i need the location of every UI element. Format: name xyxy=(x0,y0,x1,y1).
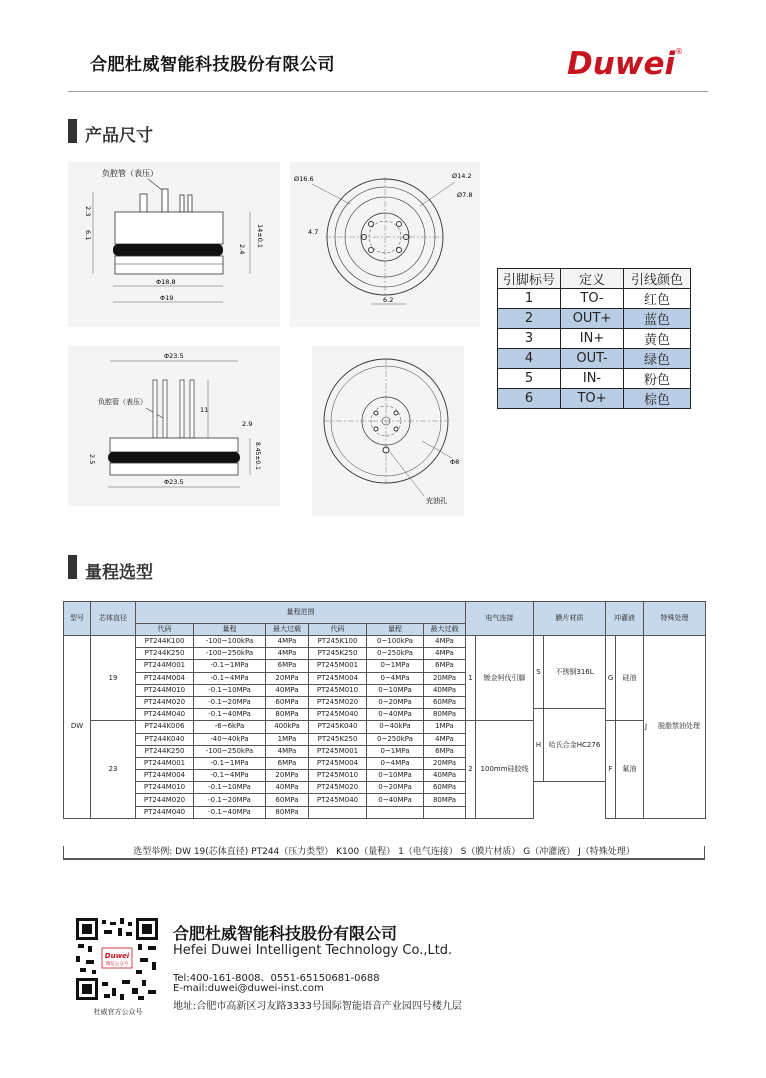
cell-overload: 6MPa xyxy=(266,660,309,672)
pin-row xyxy=(498,309,691,329)
cell-code: PT245M001 xyxy=(309,745,367,757)
cell-overload: 4MPa xyxy=(266,636,309,648)
cell-overload: 40MPa xyxy=(424,684,466,696)
pin-row xyxy=(498,349,691,369)
cell-range: 0~20MPa xyxy=(367,696,424,708)
cell-range: 0~20MPa xyxy=(367,782,424,794)
cell-film-code-h: H xyxy=(534,709,544,782)
pin-definition: OUT+ xyxy=(561,309,624,329)
cell-overload: 6MPa xyxy=(424,745,466,757)
dim-phi-8: Φ8 xyxy=(450,458,460,466)
footer-tel: Tel:400-161-8008、0551-65150681-0688 xyxy=(173,973,380,984)
cell-code: PT245M001 xyxy=(309,660,367,672)
table-bottom-line xyxy=(63,859,705,860)
cell-fill-code-g: G xyxy=(606,636,616,721)
pin-number: 6 xyxy=(498,389,561,409)
cell-elec-2: 100mm硅胶线 xyxy=(476,721,534,819)
cell-range: 0~40kPa xyxy=(367,721,424,733)
cell-range: -0.1~1MPa xyxy=(194,757,266,769)
pin-definition: OUT- xyxy=(561,349,624,369)
section-title-range-selection: 量程选型 xyxy=(85,563,153,583)
cell-overload xyxy=(424,806,466,818)
cell-code: PT245M010 xyxy=(309,684,367,696)
cell-code: PT245M010 xyxy=(309,770,367,782)
cell-code: PT244M010 xyxy=(136,684,194,696)
cell-range: 0~100kPa xyxy=(367,636,424,648)
cell-range: -0.1~1MPa xyxy=(194,660,266,672)
cell-code: PT244M001 xyxy=(136,757,194,769)
cell-range: -6~6kPa xyxy=(194,721,266,733)
pin-number: 3 xyxy=(498,329,561,349)
pin-header-color: 引线颜色 xyxy=(624,269,691,289)
cell-film-s: 不锈钢316L xyxy=(544,636,606,709)
pin-color: 黄色 xyxy=(624,329,691,349)
cell-range: -100~100kPa xyxy=(194,636,266,648)
cell-code: PT244K250 xyxy=(136,745,194,757)
cell-dia-23: 23 xyxy=(91,721,136,819)
section-marker xyxy=(68,119,77,143)
cell-elec-code-2: 2 xyxy=(466,721,476,819)
range-selection-table xyxy=(63,601,706,819)
cell-code: PT244M020 xyxy=(136,696,194,708)
th-overload: 最大过载 xyxy=(266,624,309,636)
cell-code: PT244M004 xyxy=(136,672,194,684)
cell-overload: 4MPa xyxy=(266,745,309,757)
pin-definition: TO+ xyxy=(561,389,624,409)
cell-range: -100~250kPa xyxy=(194,648,266,660)
duwei-logo xyxy=(565,40,685,80)
cell-code: PT244M040 xyxy=(136,709,194,721)
cell-range: 0~250kPa xyxy=(367,648,424,660)
cell-range: -0.1~40MPa xyxy=(194,806,266,818)
cell-range: 0~10MPa xyxy=(367,684,424,696)
pin-row xyxy=(498,329,691,349)
qr-badge: 微信公众号 xyxy=(105,962,129,967)
dim-2-5: 2.5 xyxy=(88,454,96,465)
pin-definition: TO- xyxy=(561,289,624,309)
pin-row xyxy=(498,369,691,389)
cell-film-code-s: S xyxy=(534,636,544,709)
cell-range: -0.1~40MPa xyxy=(194,709,266,721)
cell-code: PT244M010 xyxy=(136,782,194,794)
footer-email: E-mail:duwei@duwei-inst.com xyxy=(173,983,324,994)
section-title-dimensions: 产品尺寸 xyxy=(85,126,153,146)
cell-overload: 4MPa xyxy=(424,648,466,660)
pin-header-definition: 定义 xyxy=(561,269,624,289)
cell-overload: 60MPa xyxy=(266,794,309,806)
label-oil-fill-hole: 充油孔 xyxy=(426,497,447,505)
section-marker xyxy=(68,555,77,579)
cell-range: 0~4MPa xyxy=(367,672,424,684)
cell-code: PT245M004 xyxy=(309,672,367,684)
cell-range: 0~1MPa xyxy=(367,660,424,672)
cell-overload: 4MPa xyxy=(266,648,309,660)
dim-6-2: 6.2 xyxy=(383,296,394,304)
cell-code: PT245M040 xyxy=(309,709,367,721)
cell-overload: 6MPa xyxy=(424,660,466,672)
cell-fill-code-f: F xyxy=(606,721,616,819)
company-name: 合肥杜威智能科技股份有限公司 xyxy=(90,55,335,75)
pin-definition-table xyxy=(497,268,691,409)
cell-range: 0~1MPa xyxy=(367,745,424,757)
dim-2-3: 2.3 xyxy=(84,206,92,217)
drawing-side-view-19 xyxy=(68,162,280,327)
pin-color: 粉色 xyxy=(624,369,691,389)
cell-code: PT245M020 xyxy=(309,696,367,708)
drawing-top-view-19 xyxy=(290,162,480,327)
pin-row xyxy=(498,289,691,309)
th-code: 代码 xyxy=(136,624,194,636)
cell-overload: 40MPa xyxy=(424,770,466,782)
header-divider xyxy=(68,91,708,92)
dim-dia-7-8: Ø7.8 xyxy=(457,191,473,199)
th-fill-fluid: 冲灌液 xyxy=(606,602,644,636)
cell-code: PT245M004 xyxy=(309,757,367,769)
cell-elec-code-1: 1 xyxy=(466,636,476,721)
cell-fill-f: 氟油 xyxy=(616,721,644,819)
th-range-value: 量程 xyxy=(194,624,266,636)
cell-range: 0~40MPa xyxy=(367,709,424,721)
cell-overload: 40MPa xyxy=(266,782,309,794)
cell-code: PT244M001 xyxy=(136,660,194,672)
cell-overload: 400kPa xyxy=(266,721,309,733)
th-code: 代码 xyxy=(309,624,367,636)
th-overload: 最大过载 xyxy=(424,624,466,636)
cell-overload: 80MPa xyxy=(424,709,466,721)
cell-overload: 60MPa xyxy=(266,696,309,708)
cell-overload: 80MPa xyxy=(266,806,309,818)
special-code: J xyxy=(645,722,648,731)
dim-2-4: 2.4 xyxy=(238,244,246,255)
table-row xyxy=(64,721,706,733)
dim-11: 11 xyxy=(200,406,209,414)
cell-fill-g: 硅油 xyxy=(616,636,644,721)
cell-film-h: 哈氏合金HC276 xyxy=(544,709,606,782)
cell-code: PT244M020 xyxy=(136,794,194,806)
cell-code: PT245M020 xyxy=(309,782,367,794)
cell-overload: 60MPa xyxy=(424,696,466,708)
dim-8-45: 8.45±0.1 xyxy=(254,442,261,470)
cell-overload: 20MPa xyxy=(266,672,309,684)
cell-range: 0~250kPa xyxy=(367,733,424,745)
cell-code xyxy=(309,806,367,818)
dim-phi-23-5-bottom: Φ23.5 xyxy=(164,478,184,486)
footer-company-en: Hefei Duwei Intelligent Technology Co.,Ltd. xyxy=(173,943,453,958)
cell-model: DW xyxy=(64,636,91,819)
qr-caption: 杜威官方公众号 xyxy=(93,1008,143,1016)
pin-definition: IN+ xyxy=(561,329,624,349)
dim-dia-14-2: Ø14.2 xyxy=(452,172,472,180)
cell-elec-1: 镀金柯伐引脚 xyxy=(476,636,534,721)
cell-range: -0.1~20MPa xyxy=(194,794,266,806)
cell-overload: 80MPa xyxy=(266,709,309,721)
cell-overload: 1MPa xyxy=(266,733,309,745)
dim-phi-19: Φ19 xyxy=(160,294,174,302)
pin-number: 4 xyxy=(498,349,561,369)
th-model: 型号 xyxy=(64,602,91,636)
cell-overload: 20MPa xyxy=(424,672,466,684)
dim-2-9: 2.9 xyxy=(242,420,253,428)
cell-overload: 4MPa xyxy=(424,733,466,745)
cell-range: 0~4MPa xyxy=(367,757,424,769)
drawing-label-tube: 负腔管（表压） xyxy=(98,398,147,406)
logo-text: Duwei xyxy=(567,46,676,80)
pin-color: 棕色 xyxy=(624,389,691,409)
cell-code: PT245K250 xyxy=(309,648,367,660)
pin-definition: IN- xyxy=(561,369,624,389)
dim-dia-16-6: Ø16.6 xyxy=(294,175,314,183)
th-range-value: 量程 xyxy=(367,624,424,636)
dim-14: 14±0.1 xyxy=(256,224,264,249)
cell-range: -100~250kPa xyxy=(194,745,266,757)
cell-code: PT245K250 xyxy=(309,733,367,745)
cell-range: -0.1~10MPa xyxy=(194,684,266,696)
cell-range: -0.1~10MPa xyxy=(194,782,266,794)
cell-code: PT244K040 xyxy=(136,733,194,745)
cell-range xyxy=(367,806,424,818)
dim-phi-23-5-top: Φ23.5 xyxy=(164,352,184,360)
th-special: 特殊处理 xyxy=(644,602,706,636)
cell-code: PT244M040 xyxy=(136,806,194,818)
qr-code xyxy=(76,918,158,1000)
cell-code: PT244K006 xyxy=(136,721,194,733)
cell-overload: 20MPa xyxy=(266,770,309,782)
footer-address: 地址:合肥市高新区习友路3333号国际智能语音产业园四号楼九层 xyxy=(173,1001,462,1012)
drawing-side-view-23 xyxy=(68,346,280,506)
pin-number: 1 xyxy=(498,289,561,309)
th-range: 量程范围 xyxy=(136,602,466,624)
registered-mark: ® xyxy=(675,47,683,56)
cell-overload: 20MPa xyxy=(424,757,466,769)
th-diaphragm: 膜片材质 xyxy=(534,602,606,636)
cell-overload: 80MPa xyxy=(424,794,466,806)
cell-overload: 4MPa xyxy=(424,636,466,648)
dim-phi-18-8: Φ18.8 xyxy=(156,278,176,286)
pin-header-number: 引脚标号 xyxy=(498,269,561,289)
table-row xyxy=(64,636,706,648)
cell-special xyxy=(644,636,706,819)
cell-range: -0.1~4MPa xyxy=(194,770,266,782)
dim-6-1: 6.1 xyxy=(84,230,92,241)
drawing-label-tube: 负腔管（表压） xyxy=(102,169,158,178)
cell-code: PT245K100 xyxy=(309,636,367,648)
cell-code: PT244K100 xyxy=(136,636,194,648)
th-electrical: 电气连接 xyxy=(466,602,534,636)
pin-color: 绿色 xyxy=(624,349,691,369)
drawing-top-view-23 xyxy=(312,346,464,516)
selection-example: 选型举例: DW 19(芯体直径) PT244（压力类型） K100（量程） 1（电气连接） S（膜片材质） G（冲灌液） J（特殊处理） xyxy=(63,846,705,859)
qr-logo-text: Duwei xyxy=(104,952,130,960)
pin-number: 2 xyxy=(498,309,561,329)
cell-range: 0~40MPa xyxy=(367,794,424,806)
cell-range: -0.1~20MPa xyxy=(194,696,266,708)
cell-range: -40~40kPa xyxy=(194,733,266,745)
special-text: 脱脂禁油处理 xyxy=(658,722,701,731)
pin-number: 5 xyxy=(498,369,561,389)
cell-code: PT245K040 xyxy=(309,721,367,733)
cell-dia-19: 19 xyxy=(91,636,136,721)
cell-code: PT244M004 xyxy=(136,770,194,782)
th-core-diameter: 芯体直径 xyxy=(91,602,136,636)
dim-4-7: 4.7 xyxy=(308,228,319,236)
cell-overload: 60MPa xyxy=(424,782,466,794)
cell-overload: 40MPa xyxy=(266,684,309,696)
cell-range: -0.1~4MPa xyxy=(194,672,266,684)
footer-company-cn: 合肥杜威智能科技股份有限公司 xyxy=(173,924,398,943)
cell-overload: 6MPa xyxy=(266,757,309,769)
pin-color: 红色 xyxy=(624,289,691,309)
pin-row xyxy=(498,389,691,409)
cell-overload: 1MPa xyxy=(424,721,466,733)
pin-color: 蓝色 xyxy=(624,309,691,329)
cell-code: PT245M040 xyxy=(309,794,367,806)
cell-range: 0~10MPa xyxy=(367,770,424,782)
cell-code: PT244K250 xyxy=(136,648,194,660)
